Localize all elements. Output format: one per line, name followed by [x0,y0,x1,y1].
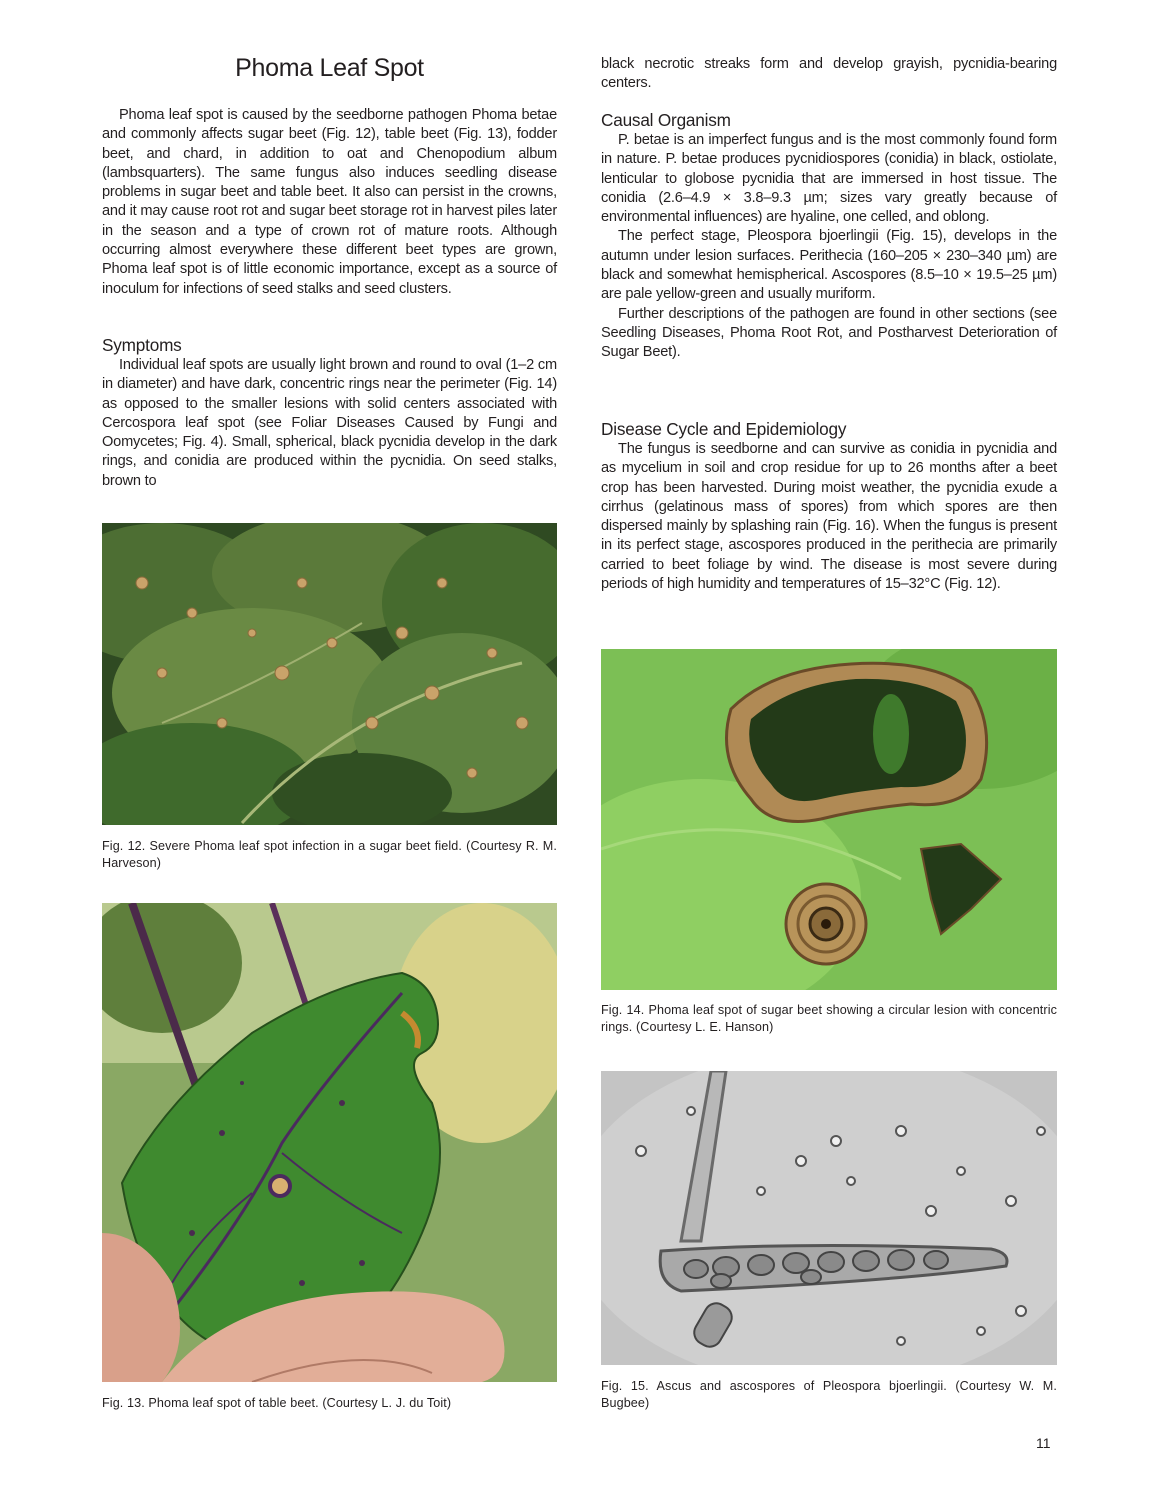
figure-12-photo [102,523,557,825]
symptoms-continued-paragraph: black necrotic streaks form and develop grayish, pycnidia-bearing centers. [601,56,1057,92]
figure-14-caption: Fig. 14. Phoma leaf spot of sugar beet showing a circular lesion with concentric rings. (Courtesy L. E. Hanson) [601,1003,1057,1034]
figure-12-caption: Fig. 12. Severe Phoma leaf spot infection in a sugar beet field. (Courtesy R. M. Harveson) [102,839,557,870]
causal-organism-heading: Causal Organism [601,110,731,130]
symptoms-paragraph: Individual leaf spots are usually light brown and round to oval (1–2 cm in diameter) and have dark, concentric rings near the perimeter (Fig. 14) as opposed to the smaller lesions with solid centers associated with Cercospora leaf spot (see Foliar Diseases Caused by Fungi and Oomycetes; Fig. 4). Small, spherical, black pycnidia develop in the dark rings, and conidia are produced within the pycnidia. On seed stalks, brown to [102,357,557,489]
causal-organism-section [601,109,1057,363]
disease-cycle-paragraph: The fungus is seedborne and can survive as conidia in pycnidia and as mycelium in soil and crop residue for up to 26 months after a beet crop has been harvested. During moist weather, the pycnidia exude a cirrhus (gelatinous mass of spores) from which spores are then dispersed mainly by splashing rain (Fig. 16). When the fungus is present in its perfect stage, ascospores produced in the perithecia are primarily carried to beet foliage by wind. The disease is most severe during periods of high humidity and temperatures of 15–32°C (Fig. 12). [601,441,1057,593]
intro-section [102,106,557,299]
intro-paragraph: Phoma leaf spot is caused by the seedborne pathogen Phoma betae and commonly affects sugar beet (Fig. 12), table beet (Fig. 13), fodder beet, and chard, in addition to oat and Chenopodium album (lambsquarters). The same fungus also induces seedling disease problems in sugar beet and table beet. It also can persist in the crowns, and it may cause root rot and sugar beet storage rot in harvest piles later in the season and a type of crown rot of mature roots. Although occurring almost everywhere these different beet types are grown, Phoma leaf spot is of little economic importance, except as a source of inoculum for infections of seed stalks and seed clusters. [102,107,557,297]
page-title: Phoma Leaf Spot [235,54,424,82]
figure-15-photo [601,1071,1057,1365]
symptoms-heading: Symptoms [102,335,182,355]
symptoms-section [102,334,557,491]
figure-13-photo [102,903,557,1382]
figure-14-photo [601,649,1057,990]
causal-paragraph-2: The perfect stage, Pleospora bjoerlingii (Fig. 15), develops in the autumn under lesion surfaces. Perithecia (160–205 × 230–340 µm) are black and somewhat hemispherical. Ascospores (8.5–10 × 19.5–25 µm) are pale yellow-green and usually muriform. [601,228,1057,303]
causal-paragraph-3: Further descriptions of the pathogen are found in other sections (see Seedling Diseases, Phoma Root Rot, and Postharvest Deterioration of Sugar Beet). [601,305,1057,361]
disease-cycle-heading: Disease Cycle and Epidemiology [601,419,847,439]
disease-cycle-section [601,418,1057,594]
symptoms-continued [601,55,1057,94]
figure-13-caption: Fig. 13. Phoma leaf spot of table beet. (Courtesy L. J. du Toit) [102,1396,452,1410]
page-number: 11 [1036,1435,1051,1451]
figure-15-caption: Fig. 15. Ascus and ascospores of Pleospora bjoerlingii. (Courtesy W. M. Bugbee) [601,1379,1057,1410]
causal-paragraph-1: P. betae is an imperfect fungus and is the most commonly found form in nature. P. betae produces pycnidiospores (conidia) in black, ostiolate, lenticular to globose pycnidia that are immersed in host tissue. The conidia (2.6–4.9 × 3.8–9.3 µm; sizes vary greatly because of environmental influences) are hyaline, one celled, and oblong. [601,132,1057,226]
